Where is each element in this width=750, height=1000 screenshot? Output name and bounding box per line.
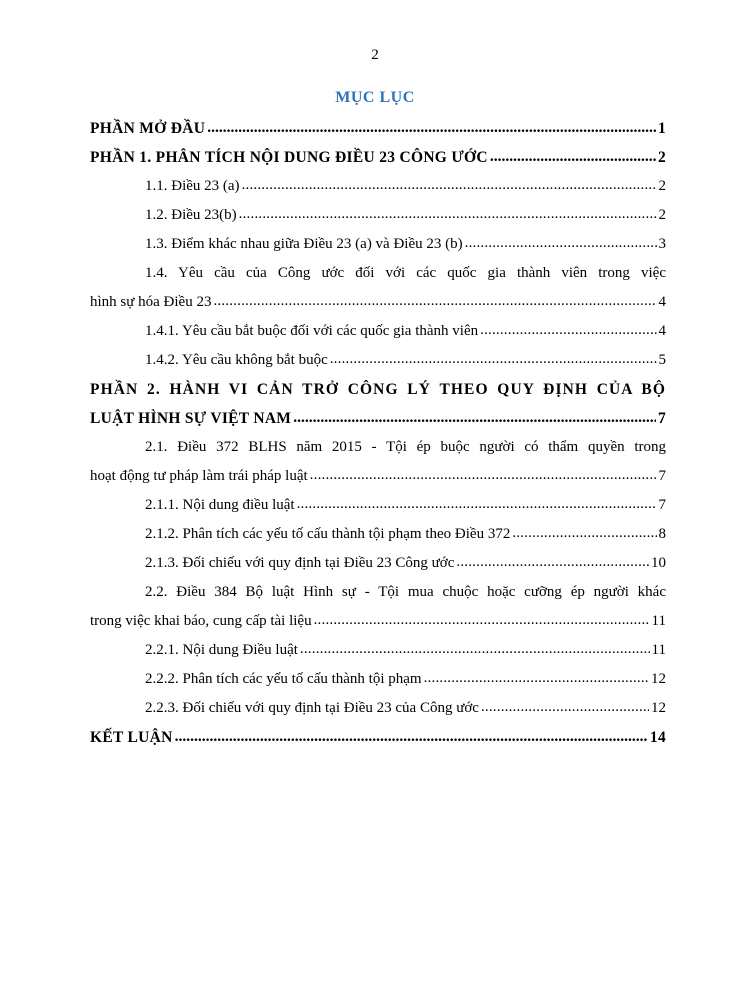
toc-title: MỤC LỤC [335, 89, 415, 106]
dot-leader [213, 287, 656, 316]
toc-entry-text: 2.2.1. Nội dung Điều luật [145, 642, 298, 658]
toc-entry-text-line2: LUẬT HÌNH SỰ VIỆT NAM [90, 410, 292, 427]
toc-entry-conclusion[interactable] [90, 723, 666, 752]
dot-leader [480, 316, 656, 345]
toc-entry-1-4[interactable] [90, 259, 666, 317]
toc-page-number: 4 [658, 294, 666, 310]
dot-leader [239, 200, 657, 229]
toc-page-number: 7 [658, 468, 666, 484]
dot-leader [293, 403, 656, 432]
toc-entry-text-line1: 2.1. Điều 372 BLHS năm 2015 - Tội ép buộc người có thẩm quyền trong [145, 439, 666, 455]
toc-entry-1-3[interactable] [90, 230, 666, 259]
dot-leader [512, 519, 656, 548]
dot-leader [481, 693, 649, 722]
toc-page-number: 2 [658, 207, 666, 223]
toc-page-number: 14 [649, 729, 666, 746]
toc-entry-1-4-1[interactable] [90, 317, 666, 346]
toc-entry-text: 1.4.1. Yêu cầu bắt buộc đối với các quốc gia thành viên [145, 323, 479, 339]
toc-entry-text: 2.2.3. Đối chiếu với quy định tại Điều 23 của Công ước [145, 700, 479, 716]
dot-leader [175, 722, 648, 751]
dot-leader [465, 229, 657, 258]
toc-entry-text: 1.2. Điều 23(b) [145, 207, 237, 223]
toc-page-number: 12 [651, 671, 666, 687]
toc-entry-2-2-1[interactable] [90, 636, 666, 665]
toc-entry-part-1[interactable] [90, 143, 666, 172]
toc-page-number: 8 [658, 526, 666, 542]
toc-entry-text-line1: 1.4. Yêu cầu của Công ước đối với các quốc gia thành viên trong việc [145, 265, 666, 281]
toc-entry-part-2[interactable] [90, 375, 666, 433]
toc-entry-text: 2.1.2. Phân tích các yếu tố cấu thành tội phạm theo Điều 372 [145, 526, 511, 542]
toc-page-number: 2 [658, 178, 666, 194]
toc-entry-text-line2: trong việc khai báo, cung cấp tài liệu [90, 613, 312, 629]
toc-page-number: 10 [651, 555, 666, 571]
table-of-contents [90, 114, 666, 752]
toc-page-number: 11 [651, 642, 666, 658]
toc-page-number: 1 [657, 120, 666, 137]
toc-entry-2-1-2[interactable] [90, 520, 666, 549]
toc-page-number: 4 [658, 323, 666, 339]
toc-entry-1-2[interactable] [90, 201, 666, 230]
toc-entry-text: 2.1.1. Nội dung điều luật [145, 497, 295, 513]
dot-leader [242, 171, 657, 200]
toc-entry-text: 2.1.3. Đối chiếu với quy định tại Điều 23 Công ước [145, 555, 455, 571]
toc-page-number: 2 [657, 149, 666, 166]
toc-entry-text-line1: PHẦN 2. HÀNH VI CẢN TRỞ CÔNG LÝ THEO QUY ĐỊNH CỦA BỘ [90, 381, 666, 398]
dot-leader [310, 461, 657, 490]
dot-leader [456, 548, 649, 577]
toc-entry-2-1-1[interactable] [90, 491, 666, 520]
toc-entry-1-1[interactable] [90, 172, 666, 201]
toc-entry-1-4-2[interactable] [90, 346, 666, 375]
toc-page-number: 7 [658, 497, 666, 513]
toc-page-number: 11 [651, 613, 666, 629]
toc-entry-text: 1.4.2. Yêu cầu không bắt buộc [145, 352, 328, 368]
toc-entry-2-1-3[interactable] [90, 549, 666, 578]
toc-entry-2-1[interactable] [90, 433, 666, 491]
dot-leader [490, 142, 656, 171]
toc-entry-text: 1.3. Điểm khác nhau giữa Điều 23 (a) và Điều 23 (b) [145, 236, 463, 252]
dot-leader [207, 113, 656, 142]
toc-entry-text: 1.1. Điều 23 (a) [145, 178, 240, 194]
dot-leader [424, 664, 649, 693]
toc-page-number: 7 [657, 410, 666, 427]
dot-leader [314, 606, 650, 635]
toc-entry-text: KẾT LUẬN [90, 729, 173, 746]
toc-entry-text: PHẦN 1. PHÂN TÍCH NỘI DUNG ĐIỀU 23 CÔNG ƯỚC [90, 149, 488, 166]
toc-entry-text-line1: 2.2. Điều 384 Bộ luật Hình sự - Tội mua chuộc hoặc cưỡng ép người khác [145, 584, 666, 600]
page-number: 2 [371, 47, 379, 63]
dot-leader [330, 345, 657, 374]
dot-leader [297, 490, 657, 519]
toc-page-number: 12 [651, 700, 666, 716]
toc-entry-text-line2: hình sự hóa Điều 23 [90, 294, 212, 310]
toc-page-number: 3 [658, 236, 666, 252]
toc-entry-2-2-2[interactable] [90, 665, 666, 694]
toc-entry-intro[interactable] [90, 114, 666, 143]
toc-entry-text-line2: hoạt động tư pháp làm trái pháp luật [90, 468, 308, 484]
dot-leader [300, 635, 650, 664]
toc-entry-2-2-3[interactable] [90, 694, 666, 723]
toc-entry-text: PHẦN MỞ ĐẦU [90, 120, 206, 137]
toc-page-number: 5 [658, 352, 666, 368]
toc-entry-text: 2.2.2. Phân tích các yếu tố cấu thành tội phạm [145, 671, 422, 687]
toc-entry-2-2[interactable] [90, 578, 666, 636]
